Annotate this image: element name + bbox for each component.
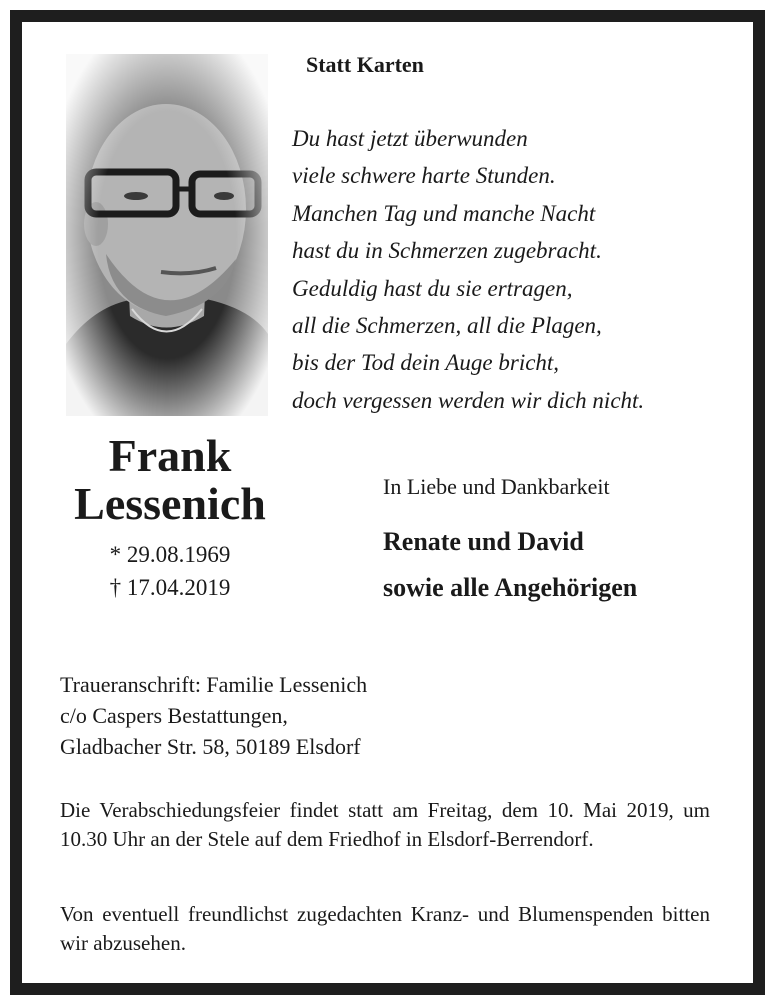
mourners-relatives: sowie alle Angehörigen xyxy=(383,573,638,602)
flowers-notice: Von eventuell freundlichst zugedachten Kranz- und Blumenspenden bitten wir abzusehen. xyxy=(60,902,710,955)
poem-line: Du hast jetzt überwunden xyxy=(292,126,528,151)
address-line: Traueranschrift: Familie Lessenich xyxy=(60,672,368,697)
death-date: † 17.04.2019 xyxy=(109,575,231,600)
poem xyxy=(292,120,644,419)
poem-line: Manchen Tag und manche Nacht xyxy=(292,200,596,226)
deceased-first-name: Frank xyxy=(108,430,232,481)
poem-line: doch vergessen werden wir dich nicht. xyxy=(292,387,645,413)
poem-line: hast du in Schmerzen zugebracht. xyxy=(292,238,602,264)
mourning-address xyxy=(60,669,367,762)
mourners-intro: In Liebe und Dankbarkeit xyxy=(383,474,610,499)
address-line: Gladbacher Str. 58, 50189 Elsdorf xyxy=(60,734,361,759)
poem-line: all die Schmerzen, all die Plagen, xyxy=(292,313,602,339)
address-line: c/o Caspers Bestattungen, xyxy=(60,703,288,728)
portrait-photo xyxy=(66,54,268,416)
portrait-illustration xyxy=(66,54,268,416)
deceased-last-name: Lessenich xyxy=(74,478,266,529)
poem-line: Geduldig hast du sie ertragen, xyxy=(292,275,573,301)
ceremony-notice: Die Verabschiedungsfeier findet statt am Freitag, dem 10. Mai 2019, um 10.30 Uhr an der Stele auf dem Friedhof in Elsdorf-Berrendorf. xyxy=(60,798,710,851)
mourners-names: Renate und David xyxy=(383,527,584,556)
statt-karten-heading: Statt Karten xyxy=(306,52,424,77)
poem-line: bis der Tod dein Auge bricht, xyxy=(292,350,560,376)
poem-line: viele schwere harte Stunden. xyxy=(292,163,556,189)
birth-date: * 29.08.1969 xyxy=(109,542,231,567)
